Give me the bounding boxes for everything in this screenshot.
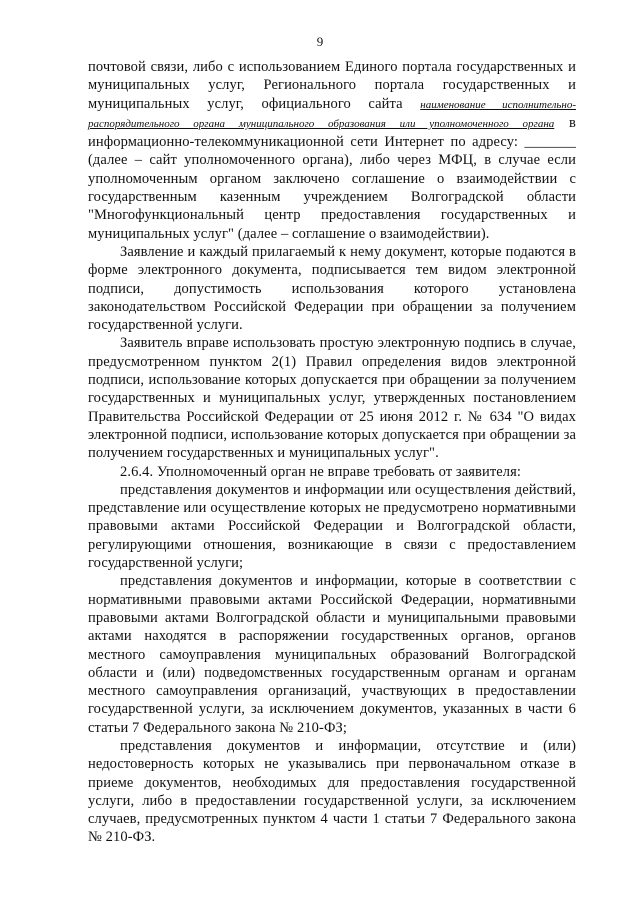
- paragraph-text: в информационно-телекоммуникационной сети Интернет по адресу: _______ (далее – сайт уполномоченного органа), либо через МФЦ, в случае если уполномоченным органом заключено соглашение о взаимодействии с государственным казенным учреждением Волгоградской области "Многофункциональный центр предоставления государственных и муниципальных услуг" (далее – соглашение о взаимодействии).: [88, 114, 576, 242]
- paragraph-requirement-2: представления документов и информации, которые в соответствии с нормативными правовыми актами Российской Федерации, нормативными правовыми актами Волгоградской области и муниципальными правовыми актами находятся в распоряжении государственных органов, органов местного самоуправления муниципальных образований Волгоградской области и (или) подведомственных государственным органам и органам местного самоуправления организаций, участвующих в предоставлении государственной услуги, за исключением документов, указанных в части 6 статьи 7 Федерального закона № 210-ФЗ;: [88, 573, 576, 736]
- paragraph-electronic-document: Заявление и каждый прилагаемый к нему документ, которые подаются в форме электронного документа, подписывается тем видом электронной подписи, допустимость использования которого установлена законодательством Российской Федерации при обращении за получением государственной услуги.: [88, 243, 576, 334]
- paragraph-requirement-1: представления документов и информации или осуществления действий, представление или осуществление которых не предусмотрено нормативными правовыми актами Российской Федерации и Волгоградской области, регулирующими отношения, возникающие в связи с предоставлением государственной услуги;: [88, 481, 576, 572]
- placeholder-organ-name: наименование исполнительно-распорядительного органа муниципального образования или уполномоченного органа: [88, 98, 576, 130]
- paragraph-text: почтовой связи, либо с использованием Единого портала государственных и муниципальных услуг, Регионального портала государственных и муниципальных услуг, официального сайта: [88, 59, 576, 112]
- paragraph-submission-channels: [88, 58, 576, 243]
- paragraph-requirement-3: представления документов и информации, отсутствие и (или) недостоверность которых не указывались при первоначальном отказе в приеме документов, необходимых для предоставления государственной услуги, либо в предоставлении государственной услуги, за исключением случаев, предусмотренных пунктом 4 части 1 статьи 7 Федерального закона № 210-ФЗ.: [88, 737, 576, 846]
- paragraph-simple-signature: Заявитель вправе использовать простую электронную подпись в случае, предусмотренном пунктом 2(1) Правил определения видов электронной подписи, использование которых допускается при обращении за получением государственных и муниципальных услуг, утвержденных постановлением Правительства Российской Федерации от 25 июня 2012 г. № 634 "О видах электронной подписи, использование которых допускается при обращении за получением государственных и муниципальных услуг".: [88, 335, 576, 462]
- document-body: [88, 58, 576, 847]
- page-number: 9: [316, 34, 324, 49]
- section-heading-2-6-4: 2.6.4. Уполномоченный орган не вправе требовать от заявителя:: [120, 463, 522, 480]
